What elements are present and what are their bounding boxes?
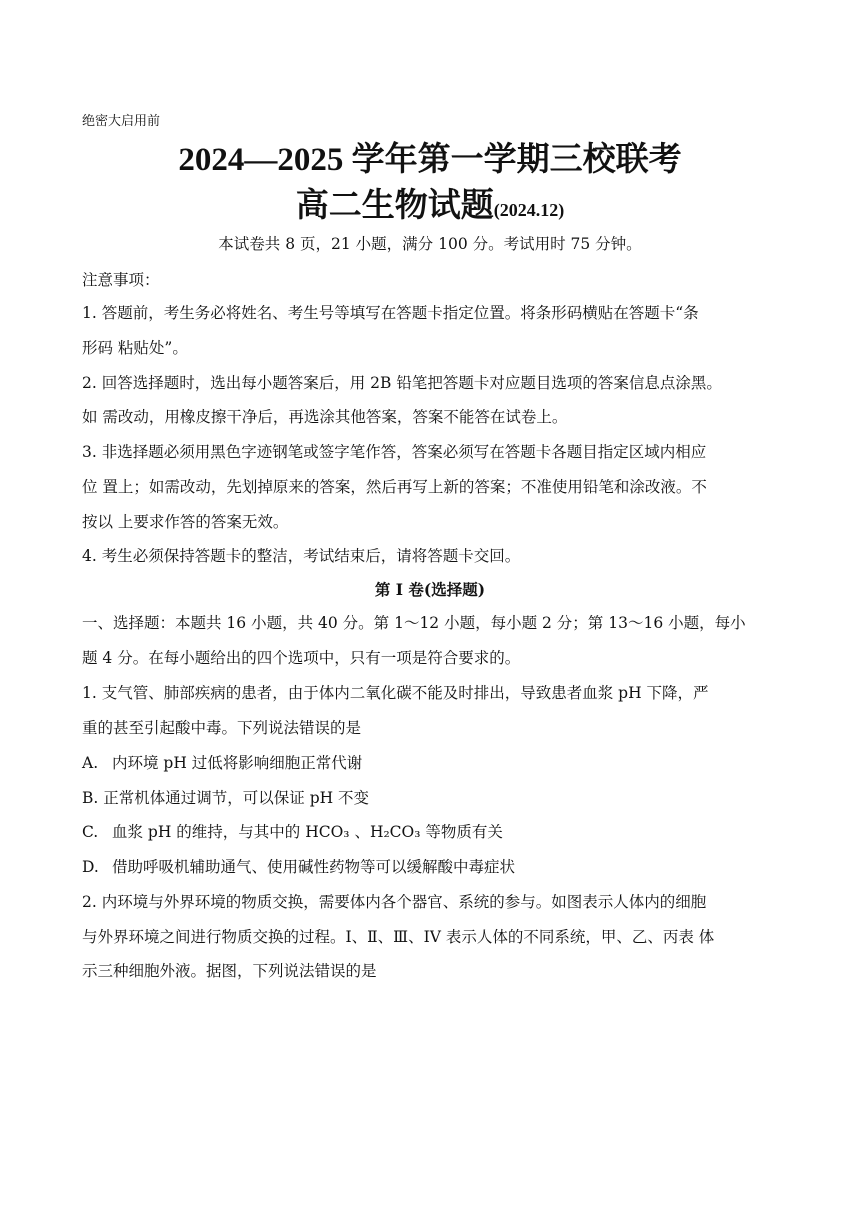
- notice-heading: 注意事项：: [82, 271, 160, 289]
- option-letter: D.: [82, 858, 99, 876]
- exam-title: 2024—2025 学年第一学期三校联考: [178, 142, 682, 178]
- option-letter: A.: [82, 754, 99, 772]
- section-intro: 题 4 分。在每小题给出的四个选项中，只有一项是符合要求的。: [82, 649, 521, 667]
- question-1-stem: 重的甚至引起酸中毒。下列说法错误的是: [82, 719, 362, 737]
- option-letter: C.: [82, 823, 99, 841]
- option-letter: B.: [82, 789, 99, 807]
- question-1-option-b: [82, 788, 778, 808]
- notice-line: 1. 答题前，考生务必将姓名、考生号等填写在答题卡指定位置。将条形码横贴在答题卡“条: [82, 304, 699, 322]
- section-title: 第 I 卷(选择题): [374, 580, 486, 599]
- exam-info: 本试卷共 8 页，21 小题，满分 100 分。考试用时 75 分钟。: [218, 235, 642, 253]
- option-text: 借助呼吸机辅助通气、使用碱性药物等可以缓解酸中毒症状: [112, 858, 516, 876]
- question-1-option-c: [82, 822, 778, 842]
- question-1-option-d: [82, 857, 778, 877]
- notice-line: 按以 上要求作答的答案无效。: [82, 513, 289, 531]
- notice-line: 3. 非选择题必须用黑色字迹钢笔或签字笔作答，答案必须写在答题卡各题目指定区域内相应: [82, 443, 707, 461]
- question-2-stem: 示三种细胞外液。据图，下列说法错误的是: [82, 962, 377, 980]
- exam-date: (2024.12): [493, 200, 565, 220]
- question-1-option-a: [82, 753, 778, 773]
- question-2-stem: 2. 内环境与外界环境的物质交换，需要体内各个器官、系统的参与。如图表示人体内的细胞: [82, 893, 707, 911]
- notice-line: 形码 粘贴处”。: [82, 339, 188, 357]
- section-intro: 一、选择题：本题共 16 小题，共 40 分。第 1～12 小题，每小题 2 分；第 13～16 小题，每小: [82, 614, 746, 632]
- notice-line: 如 需改动，用橡皮擦干净后，再选涂其他答案，答案不能答在试卷上。: [82, 408, 568, 426]
- question-2-stem: 与外界环境之间进行物质交换的过程。I、Ⅱ、Ⅲ、IV 表示人体的不同系统，甲、乙、丙表 体: [82, 928, 715, 946]
- option-text: 内环境 pH 过低将影响细胞正常代谢: [112, 754, 363, 772]
- notice-line: 4. 考生必须保持答题卡的整洁，考试结束后，请将答题卡交回。: [82, 547, 521, 565]
- option-text: 正常机体通过调节，可以保证 pH 不变: [103, 789, 370, 807]
- subject-title: [0, 186, 860, 230]
- option-text: 血浆 pH 的维持，与其中的 HCO₃ 、H₂CO₃ 等物质有关: [112, 823, 503, 841]
- notice-line: 2. 回答选择题时，选出每小题答案后，用 2B 铅笔把答题卡对应题目选项的答案信息点涂黑。: [82, 374, 722, 392]
- subject-name: 高二生物试题: [295, 188, 494, 224]
- confidential-label: 绝密大启用前: [82, 114, 161, 129]
- question-1-stem: 1. 支气管、肺部疾病的患者，由于体内二氧化碳不能及时排出，导致患者血浆 pH 下降，严: [82, 684, 709, 702]
- notice-line: 位 置上；如需改动，先划掉原来的答案，然后再写上新的答案；不准使用铅笔和涂改液。不: [82, 478, 707, 496]
